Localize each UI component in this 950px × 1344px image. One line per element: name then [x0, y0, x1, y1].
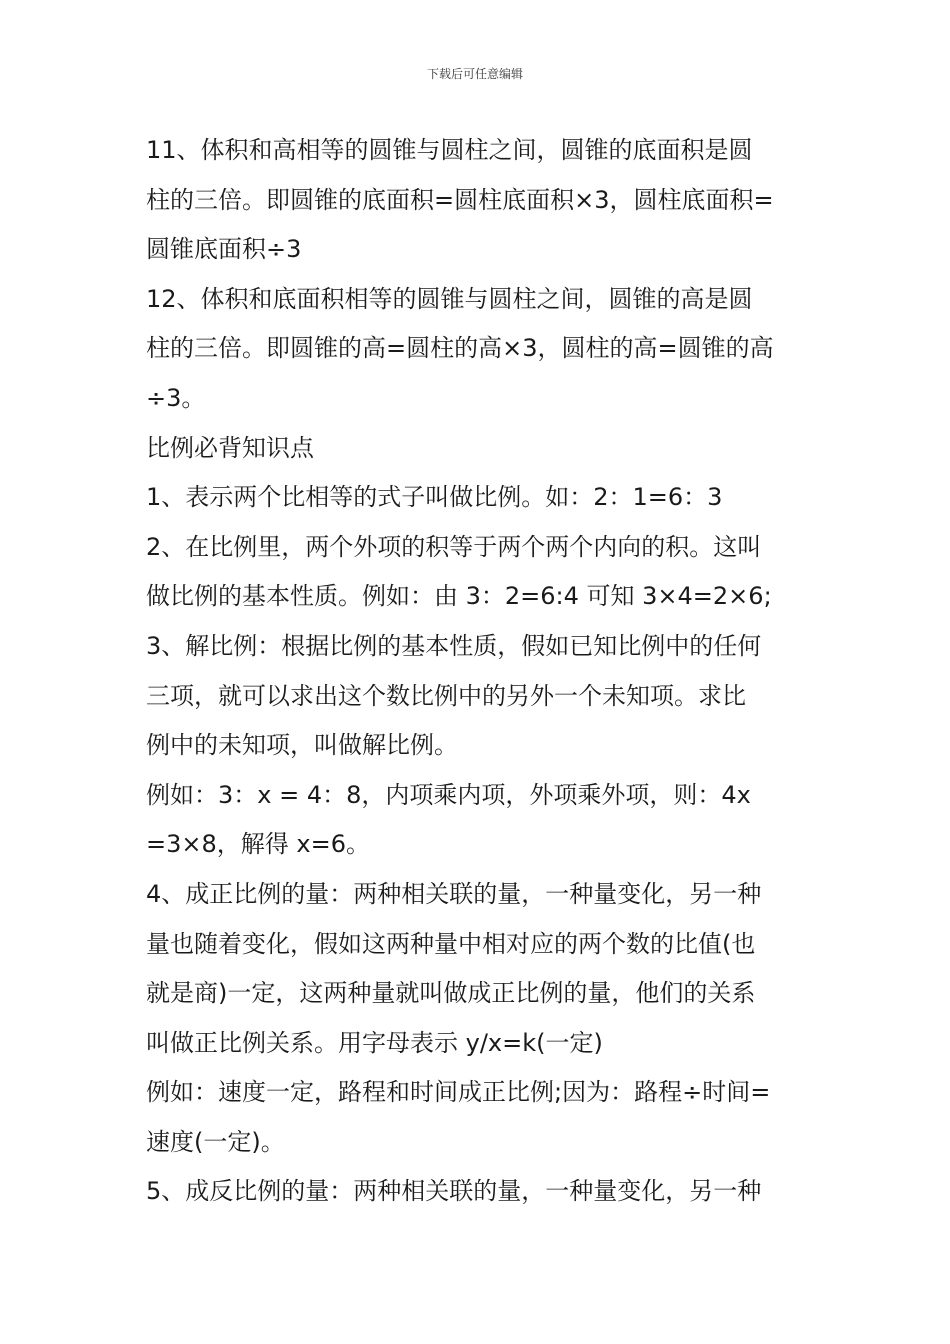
- text-line: 做比例的基本性质。例如：由 3：2=6:4 可知 3×4=2×6;: [146, 582, 772, 611]
- text-line: 例如：速度一定，路程和时间成正比例;因为：路程÷时间=: [146, 1078, 771, 1107]
- text-line: =3×8，解得 x=6。: [146, 830, 370, 859]
- text-line: 例如：3：x = 4：8，内项乘内项，外项乘外项，则：4x: [146, 780, 751, 809]
- text-line: 5、成反比例的量：两种相关联的量，一种量变化，另一种: [146, 1177, 762, 1206]
- text-line: 11、体积和高相等的圆锥与圆柱之间，圆锥的底面积是圆: [146, 136, 753, 164]
- text-line: 量也随着变化，假如这两种量中相对应的两个数的比值(也: [146, 929, 756, 958]
- text-line: 12、体积和底面积相等的圆锥与圆柱之间，圆锥的高是圆: [146, 284, 753, 313]
- document-body: [146, 126, 806, 1217]
- text-line: 柱的三倍。即圆锥的高=圆柱的高×3，圆柱的高=圆锥的高: [146, 334, 774, 363]
- text-line: 三项，就可以求出这个数比例中的另外一个未知项。求比: [146, 681, 746, 710]
- text-line: 柱的三倍。即圆锥的底面积=圆柱底面积×3，圆柱底面积=: [146, 185, 774, 214]
- text-line: 4、成正比例的量：两种相关联的量，一种量变化，另一种: [146, 879, 762, 908]
- text-line: 圆锥底面积÷3: [146, 235, 302, 264]
- text-line: 1、表示两个比相等的式子叫做比例。如：2：1=6：3: [146, 483, 723, 512]
- text-line: 就是商)一定，这两种量就叫做成正比例的量，他们的关系: [146, 979, 756, 1008]
- section-heading: 比例必背知识点: [146, 433, 314, 462]
- text-line: 叫做正比例关系。用字母表示 y/x=k(一定): [146, 1028, 603, 1057]
- text-line: 2、在比例里，两个外项的积等于两个两个内向的积。这叫: [146, 532, 762, 561]
- text-line: 速度(一定)。: [146, 1127, 285, 1156]
- text-line: 例中的未知项，叫做解比例。: [146, 731, 458, 760]
- text-line: ÷3。: [146, 383, 206, 412]
- page-header: 下载后可任意编辑: [426, 67, 523, 81]
- text-line: 3、解比例：根据比例的基本性质，假如已知比例中的任何: [146, 631, 762, 660]
